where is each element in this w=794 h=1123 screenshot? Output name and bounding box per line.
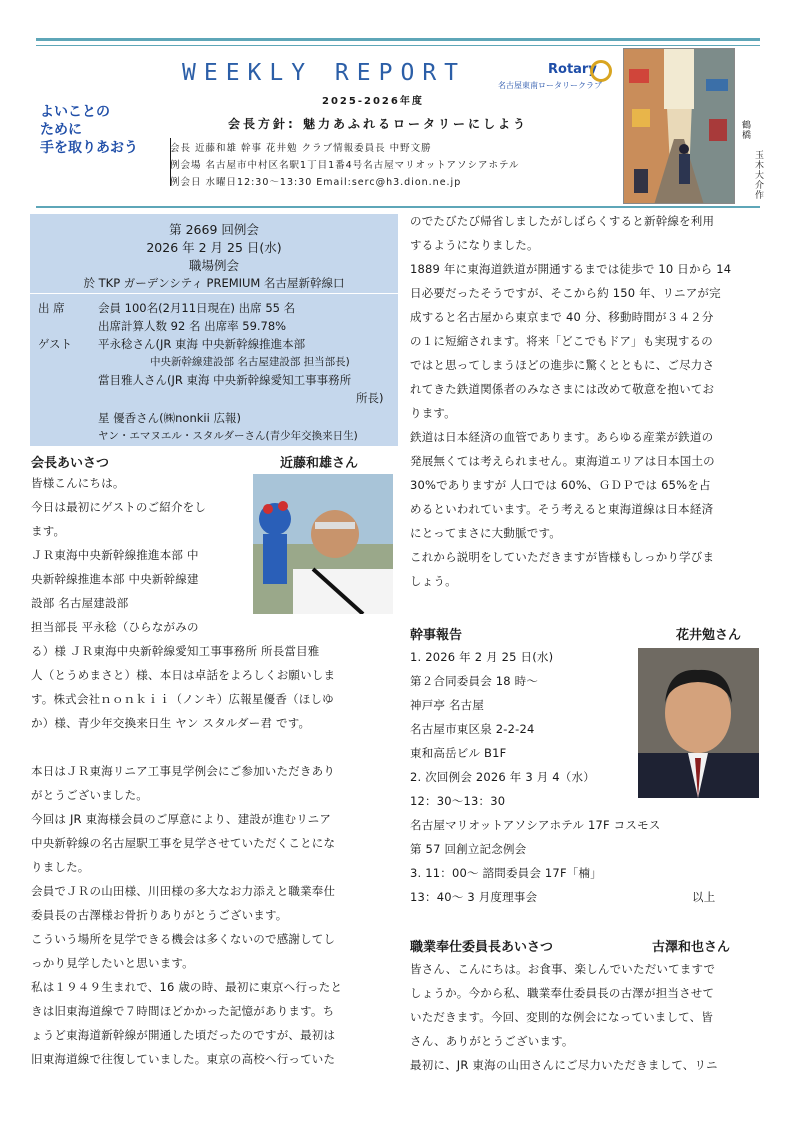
report-line: 第 57 回創立記念例会	[410, 842, 527, 856]
guest-entry-cont: 所長)	[356, 391, 384, 405]
fiscal-year: 2025-2026年度	[322, 96, 424, 107]
body-line: 本日はＪＲ東海リニア工事見学例会にご参加いただきあり	[31, 764, 335, 778]
body-line: 日必要だったそうですが、そこから約 150 年、リニアが完	[410, 286, 721, 300]
body-line: 央新幹線推進本部 中央新幹線建	[31, 572, 199, 586]
body-line: 今回は JR 東海様会員のご厚意により、建設が進むリニア	[31, 812, 332, 826]
body-line: ＪＲ東海中央新幹線推進本部 中	[31, 548, 199, 562]
body-line: めるといわれています。そう考えると東海道線は日本経済	[410, 502, 714, 516]
body-line: 私は１９４９生まれで、16 歳の時、最初に東京へ行ったと	[31, 980, 343, 994]
report-line: 東和高岳ビル B1F	[410, 746, 507, 760]
guest-entry: 當目雅人さん(JR 東海 中央新幹線愛知工事事務所	[98, 373, 352, 387]
newsletter-title: WEEKLY REPORT	[182, 60, 467, 86]
body-line: するようになりました。	[410, 238, 539, 252]
body-line: これから説明をしていただきますが皆様もしっかり学びま	[410, 550, 715, 564]
guest-label: ゲスト	[38, 337, 73, 351]
body-line: 担当部長 平永稔（ひらながみの	[31, 620, 199, 634]
body-line: 発展無くては考えられません。東海道エリアは日本国土の	[410, 454, 715, 468]
secretary-photo	[638, 648, 759, 798]
body-line: っかり見学したいと思います。	[31, 956, 194, 970]
report-line: 名古屋市東区泉 2-2-24	[410, 722, 535, 736]
body-line: 委員長の古澤様お骨折りありがとうございます。	[31, 908, 288, 922]
body-line: にとってまさに大動脈です。	[410, 526, 561, 540]
secretary-report-heading: 幹事報告	[410, 628, 463, 643]
body-line: こういう場所を見学できる機会は多くないので感謝してし	[31, 932, 336, 946]
body-line: 1889 年に東海道鉄道が開通するまでは徒歩で 10 日から 14	[410, 262, 732, 276]
body-line: ます。	[31, 524, 66, 538]
body-line: ではと思ってしまうほどの進歩に驚くとともに、ご尽力さ	[410, 358, 715, 372]
president-policy: 会長方針: 魅力あふれるロータリーにしよう	[228, 117, 528, 131]
meeting-place: 於 TKP ガーデンシティ PREMIUM 名古屋新幹線口	[83, 276, 345, 290]
attendance-label: 出 席	[38, 301, 65, 315]
report-line: 名古屋マリオットアソシアホテル 17F コスモス	[410, 818, 661, 832]
guest-entry: 星 優香さん(㈱nonkii 広報)	[98, 411, 241, 425]
attendance-members: 会員 100名(2月11日現在) 出席 55 名	[98, 301, 296, 315]
painting-caption-place: 鶴橋	[740, 120, 750, 140]
president-name: 近藤和雄さん	[280, 456, 359, 471]
body-line: 30%でありますが 人口では 60%、ＧＤＰでは 65%を占	[410, 478, 711, 492]
body-line: の１に短縮されます。将来「どこでもドア」も実現するの	[410, 334, 713, 348]
motto-line: よいことの	[40, 104, 110, 120]
info-divider	[30, 293, 398, 294]
report-line: 第２合同委員会 18 時〜	[410, 674, 539, 688]
president-greeting-heading: 会長あいさつ	[31, 456, 110, 471]
body-line: 最初に、JR 東海の山田さんにご尽力いただきまして、リニ	[410, 1058, 718, 1072]
meeting-number: 第 2669 回例会	[169, 222, 259, 237]
body-line: 旧東海道線で往復していました。東京の高校へ行っていた	[31, 1052, 336, 1066]
club-name: 名古屋東南ロータリークラブ	[498, 81, 602, 90]
body-line: いただきます。今回、変則的な例会になっていまして、皆	[410, 1010, 714, 1024]
body-line: しょうか。今から私、職業奉仕委員長の古澤が担当させて	[410, 986, 715, 1000]
secretary-name: 花井勉さん	[676, 628, 742, 643]
guest-entry-cont: 中央新幹線建設部 名古屋建設部 担当部長)	[150, 356, 350, 368]
header-bottom-rule	[36, 206, 760, 208]
club-motto	[40, 103, 165, 157]
body-line: 成すると名古屋から東京まで 40 分、移動時間が３４２分	[410, 310, 714, 324]
body-line: のでたびたび帰省しましたがしばらくすると新幹線を利用	[410, 214, 715, 228]
body-line: 中央新幹線の名古屋駅工事を見学させていただくことにな	[31, 836, 336, 850]
body-line: りました。	[31, 860, 90, 874]
body-line: ります。	[410, 406, 456, 420]
report-end-mark: 以上	[692, 890, 716, 904]
officers-line: 会長 近藤和雄 幹事 花井勉 クラブ情報委員長 中野文勝	[170, 143, 432, 154]
motto-line: 手を取りあおう	[40, 140, 138, 156]
header-top-rule-thin	[36, 45, 760, 46]
body-line: さん、ありがとうございます。	[410, 1034, 574, 1048]
body-line: れてきた鉄道関係者のみなさまには改めて敬意を抱いてお	[410, 382, 715, 396]
attendance-rate: 出席計算人数 92 名 出席率 59.78%	[98, 319, 287, 333]
venue-line: 例会場 名古屋市中村区名駅1丁目1番4号名古屋マリオットアソシアホテル	[170, 160, 520, 171]
body-line: 鉄道は日本経済の血管であります。あらゆる産業が鉄道の	[410, 430, 714, 444]
meeting-type: 職場例会	[188, 258, 239, 273]
motto-line: ために	[40, 122, 82, 138]
meeting-line: 例会日 水曜日12:30〜13:30 Email:serc@h3.dion.ne.jp	[170, 177, 462, 188]
body-line: きは旧東海道線で７時間ほどかかった記憶があります。ち	[31, 1004, 335, 1018]
painting-image	[623, 48, 735, 204]
report-line: 神戸亭 名古屋	[410, 698, 485, 712]
rotary-logo: Rotary	[548, 62, 597, 77]
rotary-wheel-icon	[590, 60, 612, 82]
body-line: 会員でＪＲの山田様、川田様の多大なお力添えと職業奉仕	[31, 884, 336, 898]
meeting-date: 2026 年 2 月 25 日(水)	[146, 240, 282, 255]
meeting-info-box	[30, 214, 398, 446]
header-top-rule	[36, 38, 760, 41]
report-line: 12：30〜13：30	[410, 794, 506, 808]
guest-entry: 平永稔さん(JR 東海 中央新幹線推進本部	[98, 337, 306, 351]
vocational-chair-name: 古澤和也さん	[652, 940, 731, 955]
painting-caption-artist: 玉木大介作	[753, 150, 763, 200]
body-line: 人（とうめまさと）様、本日は卓話をよろしくお願いしま	[31, 668, 336, 682]
body-line: がとうございました。	[31, 788, 148, 802]
report-line: 13：40〜 3 月度理事会	[410, 890, 538, 904]
report-line: 1. 2026 年 2 月 25 日(水)	[410, 650, 554, 664]
body-line: 皆さん、こんにちは。お食事、楽しんでいただいてますで	[410, 962, 716, 976]
president-photo	[253, 474, 393, 614]
report-line: 3. 11：00〜 諮問委員会 17F「楠」	[410, 866, 602, 880]
guest-entry: ヤン・エマヌエル・スタルダーさん(青少年交換来日生)	[98, 430, 358, 442]
body-line: る）様 ＪＲ東海中央新幹線愛知工事事務所 所長當目雅	[31, 644, 320, 658]
report-line: 2. 次回例会 2026 年 3 月 4（水）	[410, 770, 595, 784]
body-line: 皆様こんにちは。	[31, 476, 125, 490]
body-line: ょうど東海道新幹線が開通した頃だったのですが、最初は	[31, 1028, 336, 1042]
body-line: か）様、青少年交換来日生 ヤン スタルダー君 です。	[31, 716, 311, 730]
body-line: 今日は最初にゲストのご紹介をし	[31, 500, 207, 514]
body-line: 設部 名古屋建設部	[31, 596, 129, 610]
body-line: しょう。	[410, 574, 457, 588]
vocational-chair-heading: 職業奉仕委員長あいさつ	[410, 940, 554, 955]
body-line: す。株式会社ｎｏｎｋｉｉ（ノンキ）広報星優香（ほしゆ	[31, 692, 334, 706]
